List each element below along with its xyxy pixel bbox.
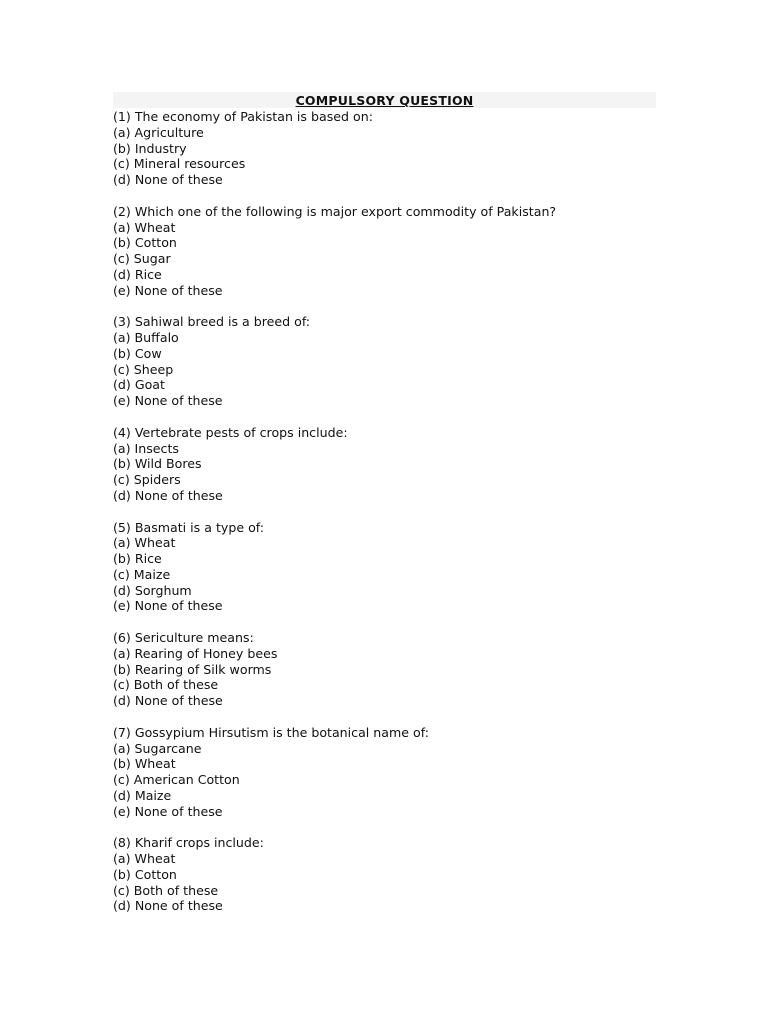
question-3 <box>113 314 656 409</box>
answer-option: (a) Agriculture <box>113 124 204 140</box>
answer-option: (d) Rice <box>113 266 162 282</box>
answer-option: (e) None of these <box>113 282 223 298</box>
question-stem: (7) Gossypium Hirsutism is the botanical name of: <box>113 724 429 740</box>
question-8 <box>113 835 656 914</box>
document-page <box>113 92 656 930</box>
answer-option: (e) None of these <box>113 598 223 614</box>
title-band <box>113 92 656 108</box>
question-7 <box>113 725 656 820</box>
answer-option: (b) Cotton <box>113 866 177 882</box>
question-stem: (4) Vertebrate pests of crops include: <box>113 424 348 440</box>
answer-option: (b) Wheat <box>113 756 176 772</box>
answer-option: (c) Maize <box>113 566 171 582</box>
question-6 <box>113 630 656 709</box>
answer-option: (a) Rearing of Honey bees <box>113 645 278 661</box>
answer-option: (c) Spiders <box>113 472 181 487</box>
answer-option: (a) Wheat <box>113 219 176 235</box>
answer-option: (a) Insects <box>113 440 179 456</box>
answer-option: (d) None of these <box>113 693 223 708</box>
answer-option: (d) Maize <box>113 787 172 803</box>
answer-option: (b) Wild Bores <box>113 456 202 472</box>
answer-option: (b) Rice <box>113 551 162 566</box>
answer-option: (c) Both of these <box>113 882 219 898</box>
question-1 <box>113 109 656 188</box>
answer-option: (a) Wheat <box>113 851 176 866</box>
answer-option: (e) None of these <box>113 803 223 819</box>
answer-option: (a) Buffalo <box>113 330 179 345</box>
answer-option: (a) Sugarcane <box>113 740 202 756</box>
question-2 <box>113 204 656 299</box>
answer-option: (e) None of these <box>113 393 223 408</box>
question-stem: (5) Basmati is a type of: <box>113 519 265 535</box>
question-stem: (8) Kharif crops include: <box>113 835 264 851</box>
answer-option: (c) American Cotton <box>113 772 240 787</box>
answer-option: (d) None of these <box>113 487 223 503</box>
question-list <box>113 109 656 914</box>
answer-option: (b) Rearing of Silk worms <box>113 661 272 677</box>
question-stem: (3) Sahiwal breed is a breed of: <box>113 314 311 330</box>
answer-option: (b) Industry <box>113 140 187 156</box>
answer-option: (c) Both of these <box>113 677 219 693</box>
question-stem: (1) The economy of Pakistan is based on: <box>113 109 373 124</box>
answer-option: (c) Sheep <box>113 361 174 377</box>
page-title: COMPULSORY QUESTION <box>295 93 474 108</box>
answer-option: (d) Sorghum <box>113 582 192 598</box>
question-5 <box>113 520 656 615</box>
answer-option: (b) Cotton <box>113 235 177 251</box>
question-4 <box>113 425 656 504</box>
answer-option: (c) Sugar <box>113 251 171 266</box>
question-stem: (2) Which one of the following is major export commodity of Pakistan? <box>113 203 557 219</box>
answer-option: (b) Cow <box>113 345 162 361</box>
question-stem: (6) Sericulture means: <box>113 630 254 645</box>
answer-option: (c) Mineral resources <box>113 156 246 172</box>
answer-option: (d) Goat <box>113 377 165 393</box>
answer-option: (d) None of these <box>113 172 223 187</box>
answer-option: (a) Wheat <box>113 535 176 551</box>
answer-option: (d) None of these <box>113 898 223 914</box>
